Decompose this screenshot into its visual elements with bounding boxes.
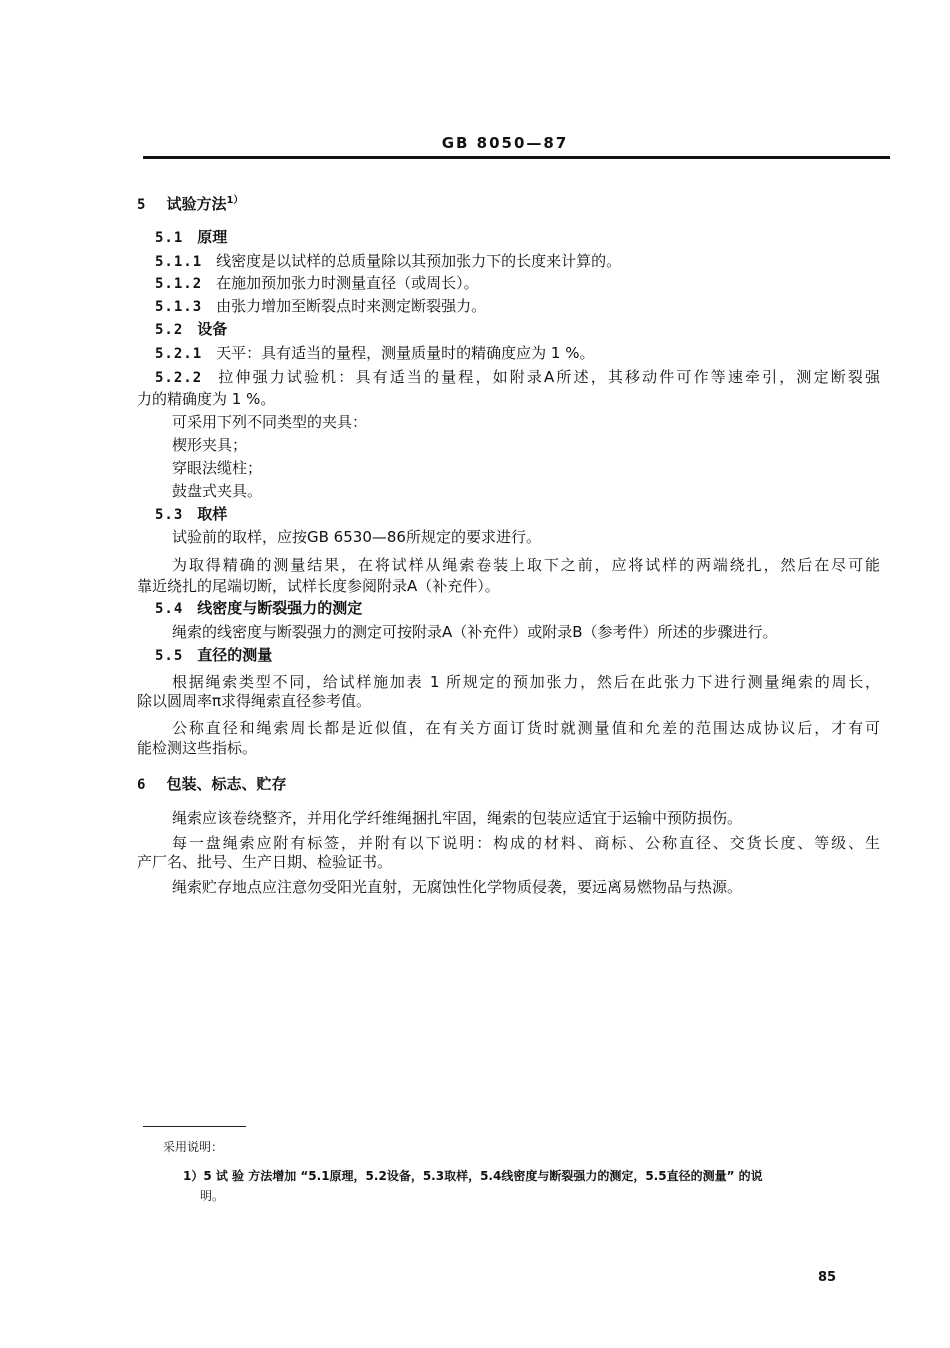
diameter-paragraph-2-cont: 能检测这些指标。: [137, 739, 258, 757]
section-5-3-heading: 5.3 取样: [155, 505, 228, 523]
clause-5-1-1: 5.1.1 线密度是以试样的总质量除以其预加张力下的长度来计算的。: [155, 252, 622, 270]
packaging-paragraph-1: 绳索应该卷绕整齐，并用化学纤维绳捆扎牢固，绳索的包装应适宜于运输中预防损伤。: [172, 809, 743, 827]
clause-5-2-2: 5.2.2 拉伸强力试验机：具有适当的量程，如附录A所述，其移动件可作等速牵引，测定断裂强: [155, 368, 880, 386]
clause-5-1-3: 5.1.3 由张力增加至断裂点时来测定断裂强力。: [155, 297, 487, 315]
clamps-intro: 可采用下列不同类型的夹具：: [172, 413, 368, 431]
section-5-5-heading: 5.5 直径的测量: [155, 646, 273, 664]
footnote-1-cont: 明。: [200, 1189, 225, 1203]
clamp-item: 穿眼法缆柱；: [172, 459, 263, 477]
diameter-paragraph-1: 根据绳索类型不同，给试样施加表 1 所规定的预加张力，然后在此张力下进行测量绳索的周长，: [172, 673, 880, 691]
section-5-1-heading: 5.1 原理: [155, 228, 228, 246]
footnote-heading: 采用说明：: [163, 1140, 224, 1154]
storage-paragraph: 绳索贮存地点应注意勿受阳光直射，无腐蚀性化学物质侵袭，要远离易燃物品与热源。: [172, 878, 743, 896]
packaging-paragraph-2: 每一盘绳索应附有标签，并附有以下说明：构成的材料、商标、公称直径、交货长度、等级、生: [172, 834, 880, 852]
clause-5-2-1: 5.2.1 天平：具有适当的量程，测量质量时的精确度应为 1 %。: [155, 344, 595, 362]
section-5-heading: 5 试验方法$^{1)}$: [137, 195, 244, 213]
clause-5-2-2-cont: 力的精确度为 1 %。: [137, 390, 276, 408]
page-number: 85: [818, 1270, 837, 1285]
footnote-rule: [143, 1126, 246, 1127]
section-6-heading: 6 包装、标志、贮存: [137, 775, 287, 793]
packaging-paragraph-2-cont: 产厂名、批号、生产日期、检验证书。: [137, 853, 393, 871]
sampling-paragraph-2: 为取得精确的测量结果，在将试样从绳索卷装上取下之前，应将试样的两端绕扎，然后在尽可能: [172, 556, 880, 574]
section-5-2-heading: 5.2 设备: [155, 320, 228, 338]
footnote-1: 1）5 试 验 方法增加 “5.1原理，5.2设备，5.3取样，5.4线密度与断裂强力的测定，5.5直径的测量” 的说: [183, 1169, 763, 1183]
sampling-paragraph-1: 试验前的取样，应按GB 6530—86所规定的要求进行。: [172, 528, 541, 546]
diameter-paragraph-1-cont: 除以圆周率π求得绳索直径参考值。: [137, 692, 372, 710]
section-5-4-paragraph: 绳索的线密度与断裂强力的测定可按附录A（补充件）或附录B（参考件）所述的步骤进行。: [172, 623, 778, 641]
clamp-item: 鼓盘式夹具。: [172, 482, 263, 500]
clamp-item: 楔形夹具；: [172, 436, 248, 454]
sampling-paragraph-2-cont: 靠近绕扎的尾端切断，试样长度参阅附录A（补充件）。: [137, 577, 500, 595]
header-rule: [143, 156, 890, 159]
diameter-paragraph-2: 公称直径和绳索周长都是近似值，在有关方面订货时就测量值和允差的范围达成协议后，才有可: [172, 719, 880, 737]
page-header: GB 8050—87: [441, 134, 569, 152]
clause-5-1-2: 5.1.2 在施加预加张力时测量直径（或周长）。: [155, 274, 479, 292]
section-5-4-heading: 5.4 线密度与断裂强力的测定: [155, 599, 363, 617]
